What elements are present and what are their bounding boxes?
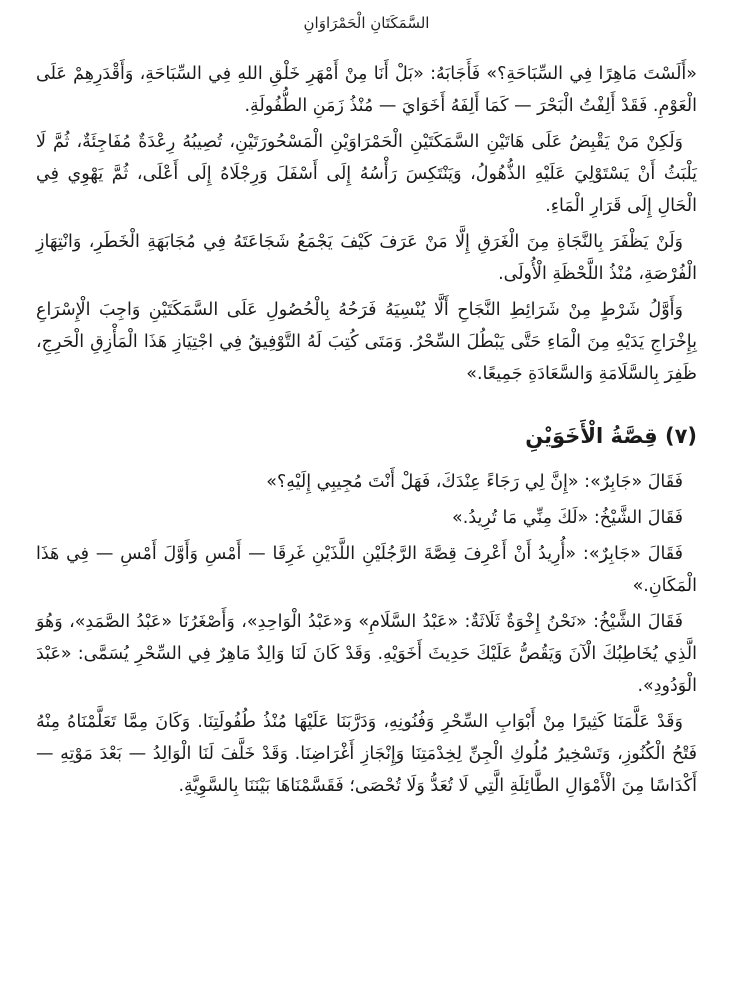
paragraph: وَلَنْ يَظْفَرَ بِالنَّجَاةِ مِنَ الْغَرَقِ إِلَّا مَنْ عَرَفَ كَيْفَ يَجْمَعُ شَجَاعَتَهُ فِي مُجَابَهَةِ الْخَطَرِ، وَانْتِهَازِ الْفُرْصَةِ، مُنْذُ اللَّحْظَةِ الْأُولَى. xyxy=(36,232,697,284)
paragraph: وَأَوَّلُ شَرْطٍ مِنْ شَرَائِطِ النَّجَاحِ أَلَّا يُنْسِيَهُ فَرَحُهُ بِالْحُصُولِ عَلَى السَّمَكَتَيْنِ وَاجِبَ الْإِسْرَاعِ بِإِخْرَاجِ يَدَيْهِ مِنَ الْمَاءِ حَتَّى يَبْطُلَ السِّحْرُ. وَمَتَى كُتِبَ لَهُ التَّوْفِيقُ فِي اجْتِيَازِ هَذَا الْمَأْزِقِ الْحَرِجِ، ظَفِرَ بِالسَّلَامَةِ وَالسَّعَادَةِ جَمِيعًا.» xyxy=(36,300,697,384)
book-page xyxy=(36,0,697,1000)
paragraph: فَقَالَ «جَابِرٌ»: «أُرِيدُ أَنْ أَعْرِفَ قِصَّةَ الرَّجُلَيْنِ اللَّذَيْنِ غَرِقَا — أَمْسِ وَأَوَّلَ أَمْسِ — فِي هَذَا الْمَكَانِ.» xyxy=(36,544,697,596)
running-header: السَّمَكَتَانِ الْحَمْرَاوَانِ xyxy=(303,14,430,32)
section-body xyxy=(36,466,697,802)
paragraph: فَقَالَ الشَّيْخُ: «لَكَ مِنِّي مَا تُرِيدُ.» xyxy=(452,508,683,528)
paragraph: وَلَكِنْ مَنْ يَقْبِضُ عَلَى هَاتَيْنِ السَّمَكَتَيْنِ الْحَمْرَاوَيْنِ الْمَسْحُورَتَيْنِ، تُصِيبُهُ رِعْدَةٌ مُفَاجِئَةٌ، ثُمَّ لَا يَلْبَثُ أَنْ يَسْتَوْلِيَ عَلَيْهِ الذُّهُولُ، وَيَنْتَكِسَ رَأْسُهُ إِلَى أَسْفَلَ وَرِجْلَاهُ إِلَى أَعْلَى، ثُمَّ يَهْوِي فِي الْحَالِ إِلَى قَرَارِ الْمَاءِ. xyxy=(36,132,697,216)
paragraph: فَقَالَ الشَّيْخُ: «نَحْنُ إِخْوَةٌ ثَلَاثَةٌ: «عَبْدُ السَّلَامِ» وَ«عَبْدُ الْوَاحِدِ»، وَأَصْغَرُنَا «عَبْدُ الصَّمَدِ»، وَهُوَ الَّذِي يُخَاطِبُكَ الْآنَ وَيَقُصُّ عَلَيْكَ حَدِيثَ أَخَوَيْهِ. وَقَدْ كَانَ لَنَا وَالِدٌ مَاهِرٌ فِي السِّحْرِ يُسَمَّى: «عَبْدَ الْوَدُودِ». xyxy=(36,612,697,696)
paragraph: وَقَدْ عَلَّمَنَا كَثِيرًا مِنْ أَبْوَابِ السِّحْرِ وَفُنُونِهِ، وَدَرَّبَنَا عَلَيْهَا مُنْذُ طُفُولَتِنَا. وَكَانَ مِمَّا تَعَلَّمْنَاهُ مِنْهُ فَتْحُ الْكُنُوزِ، وَتَسْخِيرُ مُلُوكِ الْجِنِّ لِخِدْمَتِنَا وَإِنْجَازِ أَغْرَاضِنَا. وَقَدْ خَلَّفَ لَنَا الْوَالِدُ — بَعْدَ مَوْتِهِ — أَكْدَاسًا مِنَ الْأَمْوَالِ الطَّائِلَةِ الَّتِي لَا تُعَدُّ وَلَا تُحْصَى؛ فَقَسَّمْنَاهَا بَيْنَنَا بِالسَّوِيَّةِ. xyxy=(36,712,697,796)
section-title: (٧) قِصَّةُ الْأَخَوَيْنِ xyxy=(525,424,697,448)
body-text xyxy=(36,58,697,806)
paragraph: «أَلَسْتَ مَاهِرًا فِي السِّبَاحَةِ؟» فَأَجَابَهُ: «بَلْ أَنَا مِنْ أَمْهَرِ خَلْقِ اللهِ فِي السِّبَاحَةِ، وَأَقْدَرِهِمْ عَلَى الْعَوْمِ. فَقَدْ أَلِفْتُ الْبَحْرَ — كَمَا أَلِفَهُ أَخَوَايَ — مُنْذُ زَمَنِ الطُّفُولَةِ. xyxy=(36,64,697,116)
paragraph: فَقَالَ «جَابِرٌ»: «إِنَّ لِي رَجَاءً عِنْدَكَ، فَهَلْ أَنْتَ مُجِيبِي إِلَيْهِ؟» xyxy=(266,472,683,492)
